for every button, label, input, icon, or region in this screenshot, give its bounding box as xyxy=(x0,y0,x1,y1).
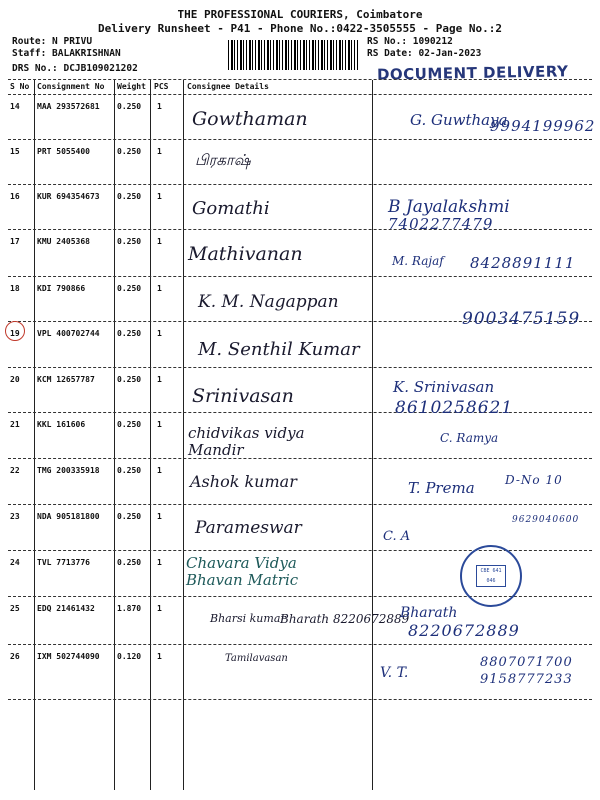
row-sno: 18 xyxy=(10,284,20,293)
col-consignment: Consignment No xyxy=(37,82,105,91)
row-sno: 24 xyxy=(10,558,20,567)
receiver-signature: C. Ramya xyxy=(440,431,499,445)
table-row xyxy=(8,140,592,185)
consignee-name: Gomathi xyxy=(192,198,270,219)
row-sno: 21 xyxy=(10,420,20,429)
runsheet-title: Delivery Runsheet - P41 - Phone No.:0422-3505555 - Page No.:2 xyxy=(98,22,502,35)
row-sno: 19 xyxy=(10,329,20,338)
receiver-phone: 8807071700 9158777233 xyxy=(480,655,573,687)
receiver-phone: D-No 10 xyxy=(505,473,563,487)
consignment-number: VPL 400702744 xyxy=(37,329,100,338)
consignee-name: chidvikas vidya Mandir xyxy=(188,424,305,460)
weight: 0.250 xyxy=(117,147,142,156)
row-sno: 26 xyxy=(10,652,20,661)
row25-note: Bharsi kumar xyxy=(210,612,286,625)
pieces: 1 xyxy=(157,420,162,429)
receiver-phone: 9629040600 xyxy=(512,515,580,525)
consignee-name: Chavara Vidya Bhavan Matric xyxy=(186,554,299,590)
row-sno: 20 xyxy=(10,375,20,384)
route-info xyxy=(12,36,138,75)
receiver-phone: 8428891111 xyxy=(470,254,576,272)
consignment-number: NDA 905181800 xyxy=(37,512,100,521)
pieces: 1 xyxy=(157,147,162,156)
receiver-phone: 9003475159 xyxy=(462,309,581,329)
row-sno: 23 xyxy=(10,512,20,521)
col-weight: Weight xyxy=(117,82,146,91)
consignee-name: M. Senthil Kumar xyxy=(198,339,360,360)
rs-date: RS Date: 02-Jan-2023 xyxy=(367,48,482,59)
consignment-number: KKL 161606 xyxy=(37,420,86,429)
row-19-circle-mark xyxy=(5,321,25,341)
consignment-number: MAA 293572681 xyxy=(37,102,100,111)
company-title: THE PROFESSIONAL COURIERS, Coimbatore xyxy=(177,8,423,21)
row-sno: 16 xyxy=(10,192,20,201)
receiver-signature: V. T. xyxy=(380,665,409,681)
consignment-number: IXM 502744090 xyxy=(37,652,100,661)
document-delivery-stamp: DOCUMENT DELIVERY xyxy=(376,62,569,84)
receiver-phone: 8610258621 xyxy=(395,398,514,418)
col-sno: S No xyxy=(10,82,30,91)
col-pcs: PCS xyxy=(154,82,169,91)
weight: 0.250 xyxy=(117,466,142,475)
table-header xyxy=(8,80,592,94)
consignment-number: KCM 12657787 xyxy=(37,375,95,384)
pieces: 1 xyxy=(157,102,162,111)
row-sno: 14 xyxy=(10,102,20,111)
pieces: 1 xyxy=(157,375,162,384)
consignment-number: KUR 694354673 xyxy=(37,192,100,201)
pieces: 1 xyxy=(157,652,162,661)
pieces: 1 xyxy=(157,604,162,613)
receiver-phone: 9994199962 xyxy=(490,117,596,135)
consignee-name: K. M. Nagappan xyxy=(198,292,339,312)
weight: 0.250 xyxy=(117,237,142,246)
receiver-signature: K. Srinivasan xyxy=(393,378,495,396)
pieces: 1 xyxy=(157,466,162,475)
pieces: 1 xyxy=(157,284,162,293)
route: Route: N PRIVU xyxy=(12,36,93,47)
consignment-number: TMG 200335918 xyxy=(37,466,100,475)
consignee-name: Srinivasan xyxy=(192,385,294,407)
receiver-signature: T. Prema xyxy=(408,479,475,497)
consignee-name: Parameswar xyxy=(195,518,302,538)
consignee-name: Gowthaman xyxy=(192,108,308,130)
consignee-name: Mathivanan xyxy=(188,243,303,265)
row-sno: 17 xyxy=(10,237,20,246)
drs-number: DRS No.: DCJB109021202 xyxy=(12,63,138,74)
row-sno: 15 xyxy=(10,147,20,156)
weight: 0.250 xyxy=(117,284,142,293)
weight: 0.250 xyxy=(117,102,142,111)
weight: 0.250 xyxy=(117,375,142,384)
receiver-signature: M. Rajaf xyxy=(392,254,444,268)
receiver-signature: B Jayalakshmi xyxy=(388,197,510,217)
receiver-phone: 7402277479 xyxy=(388,215,494,233)
barcode xyxy=(228,40,358,70)
pieces: 1 xyxy=(157,558,162,567)
consignee-name: Bharath 8220672889 xyxy=(280,612,410,626)
weight: 0.250 xyxy=(117,420,142,429)
weight: 0.250 xyxy=(117,329,142,338)
rs-info xyxy=(367,36,481,60)
rs-number: RS No.: 1090212 xyxy=(367,36,453,47)
col-details: Consignee Details xyxy=(187,82,269,91)
pieces: 1 xyxy=(157,237,162,246)
weight: 0.120 xyxy=(117,652,142,661)
weight: 0.250 xyxy=(117,558,142,567)
weight: 0.250 xyxy=(117,512,142,521)
consignment-number: KMU 2405368 xyxy=(37,237,90,246)
pieces: 1 xyxy=(157,192,162,201)
consignee-name: Tamilavasan xyxy=(225,653,288,664)
consignment-number: KDI 790866 xyxy=(37,284,86,293)
weight: 1.870 xyxy=(117,604,142,613)
receiver-signature: C. A xyxy=(383,529,411,544)
receiver-signature: G. Guwthaya xyxy=(410,111,508,129)
weight: 0.250 xyxy=(117,192,142,201)
staff: Staff: BALAKRISHNAN xyxy=(12,48,121,59)
pieces: 1 xyxy=(157,329,162,338)
consignment-number: PRT 5055400 xyxy=(37,147,90,156)
receiver-signature: Bharath xyxy=(400,605,458,621)
row-sno: 22 xyxy=(10,466,20,475)
consignee-name: Ashok kumar xyxy=(190,472,297,491)
seal-text: CBE 641 046 xyxy=(476,565,506,587)
consignment-number: EDQ 21461432 xyxy=(37,604,95,613)
consignee-name: பிரகாஷ் xyxy=(195,151,251,169)
pieces: 1 xyxy=(157,512,162,521)
row-sno: 25 xyxy=(10,604,20,613)
consignment-number: TVL 7713776 xyxy=(37,558,90,567)
receiver-phone: 8220672889 xyxy=(408,621,520,640)
